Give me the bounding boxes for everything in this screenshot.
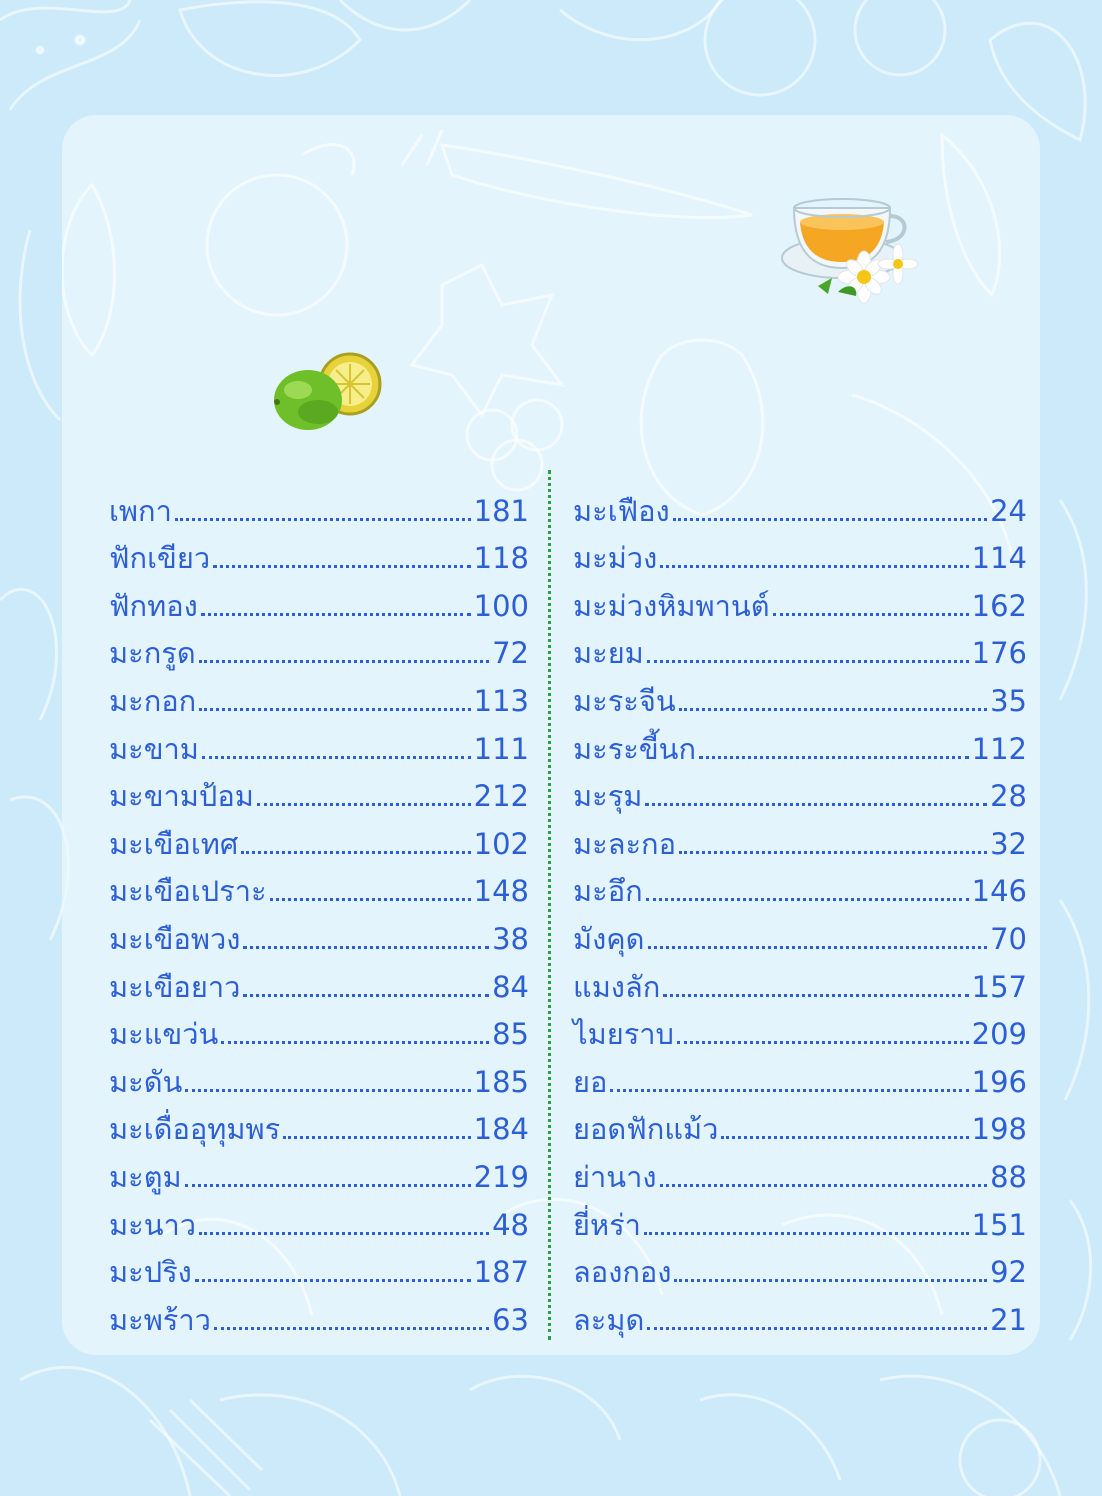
index-entry: [573, 1144, 1027, 1192]
index-term: ยี่หร่า: [573, 1207, 641, 1242]
index-term: มะแขว่น: [109, 1017, 219, 1052]
page-number: 187: [473, 1255, 529, 1290]
page-number: 84: [492, 969, 529, 1004]
page-number: 48: [492, 1207, 529, 1242]
dot-leader: [185, 1183, 471, 1187]
index-entry: [109, 1287, 529, 1335]
page-number: 63: [492, 1302, 529, 1337]
index-entry: [109, 859, 529, 907]
index-term: มะพร้าว: [109, 1302, 211, 1337]
index-entry: [573, 1192, 1027, 1240]
dot-leader: [648, 945, 988, 949]
dot-leader: [660, 1183, 988, 1187]
index-term: มะม่วงหิมพานต์: [573, 588, 770, 623]
page-number: 21: [990, 1302, 1027, 1337]
index-term: ลองกอง: [573, 1255, 672, 1290]
lime-icon: [268, 350, 386, 434]
index-entry: [573, 668, 1027, 716]
page-number: 196: [971, 1064, 1027, 1099]
index-term: มะระขี้นก: [573, 731, 697, 766]
index-entry: [573, 621, 1027, 669]
index-term: มะขามป้อม: [109, 779, 254, 814]
index-entry: [573, 573, 1027, 621]
index-entry: [109, 954, 529, 1002]
index-term: ยอดฟักแม้ว: [573, 1112, 719, 1147]
page-number: 92: [990, 1255, 1027, 1290]
dot-leader: [241, 850, 470, 854]
index-entry: [573, 859, 1027, 907]
dot-leader: [679, 707, 987, 711]
dot-leader: [243, 993, 489, 997]
index-term: ฟักทอง: [109, 588, 198, 623]
dot-leader: [202, 755, 471, 759]
index-entry: [573, 1240, 1027, 1288]
page-number: 148: [473, 874, 529, 909]
page-number: 198: [971, 1112, 1027, 1147]
index-term: มะระจีน: [573, 683, 676, 718]
page-number: 185: [473, 1064, 529, 1099]
index-term: มะเขือเทศ: [109, 826, 239, 861]
index-entry: [573, 764, 1027, 812]
dot-leader: [646, 897, 969, 901]
index-entry: [573, 526, 1027, 574]
page-number: 24: [990, 493, 1027, 528]
page-number: 209: [971, 1017, 1027, 1052]
index-entry: [109, 1144, 529, 1192]
index-entry: [109, 716, 529, 764]
page-number: 88: [990, 1159, 1027, 1194]
index-entry: [573, 478, 1027, 526]
page-number: 100: [473, 588, 529, 623]
index-term: ฟักเขียว: [109, 541, 211, 576]
index-term: มะอึก: [573, 874, 643, 909]
dot-leader: [221, 1040, 489, 1044]
index-entry: [573, 906, 1027, 954]
index-term: มะละกอ: [573, 826, 677, 861]
dot-leader: [647, 1326, 987, 1330]
page-number: 28: [990, 779, 1027, 814]
index-entry: [573, 811, 1027, 859]
index-term: มะนาว: [109, 1207, 197, 1242]
dot-leader: [185, 1088, 470, 1092]
dot-leader: [773, 612, 969, 616]
index-entry: [109, 1192, 529, 1240]
page-number: 184: [473, 1112, 529, 1147]
page-number: 85: [492, 1017, 529, 1052]
dot-leader: [199, 707, 470, 711]
dot-leader: [679, 850, 987, 854]
page-number: 118: [473, 541, 529, 576]
index-term: ย่านาง: [573, 1159, 657, 1194]
dot-leader: [195, 1278, 471, 1282]
page-number: 176: [971, 636, 1027, 671]
index-entry: [573, 716, 1027, 764]
index-column-left: [109, 478, 529, 1335]
index-entry: [109, 621, 529, 669]
index-entry: [109, 1097, 529, 1145]
index-term: มะยม: [573, 636, 644, 671]
page-number: 212: [473, 779, 529, 814]
dot-leader: [645, 802, 987, 806]
page-number: 162: [971, 588, 1027, 623]
dot-leader: [199, 1231, 489, 1235]
dot-leader: [721, 1135, 968, 1139]
page-number: 114: [971, 541, 1027, 576]
page-number: 38: [492, 921, 529, 956]
dot-leader: [257, 802, 471, 806]
index-entry: [109, 1002, 529, 1050]
page-number: 70: [990, 921, 1027, 956]
dot-leader: [677, 1040, 969, 1044]
index-term: มะกรูด: [109, 636, 196, 671]
dot-leader: [647, 659, 969, 663]
dot-leader: [644, 1231, 969, 1235]
dot-leader: [663, 993, 968, 997]
dot-leader: [610, 1088, 968, 1092]
page-number: 32: [990, 826, 1027, 861]
dot-leader: [175, 517, 471, 521]
index-entry: [109, 573, 529, 621]
page-number: 111: [473, 731, 529, 766]
index-term: เพกา: [109, 493, 172, 528]
index-term: ไมยราบ: [573, 1017, 674, 1052]
dot-leader: [243, 945, 489, 949]
dot-leader: [674, 1278, 987, 1282]
index-term: มะปริง: [109, 1255, 192, 1290]
index-entry: [573, 1287, 1027, 1335]
index-term: มะเดื่ออุทุมพร: [109, 1112, 281, 1147]
page-number: 113: [473, 683, 529, 718]
page-number: 72: [492, 636, 529, 671]
index-term: แมงลัก: [573, 969, 661, 1004]
index-entry: [573, 1002, 1027, 1050]
index-entry: [573, 1049, 1027, 1097]
index-term: มะเขือเปราะ: [109, 874, 267, 909]
dot-leader: [213, 564, 471, 568]
index-entry: [109, 668, 529, 716]
page-number: 181: [473, 493, 529, 528]
index-entry: [109, 906, 529, 954]
index-term: มะม่วง: [573, 541, 658, 576]
index-entry: [109, 1049, 529, 1097]
page-number: 102: [473, 826, 529, 861]
index-term: มะขาม: [109, 731, 199, 766]
herbal-tea-icon: [778, 186, 926, 310]
dot-leader: [673, 517, 987, 521]
page-number: 146: [971, 874, 1027, 909]
column-divider: [548, 470, 551, 1340]
index-term: มะรุม: [573, 779, 643, 814]
dot-leader: [201, 612, 471, 616]
dot-leader: [660, 564, 968, 568]
index-term: มะกอก: [109, 683, 197, 718]
dot-leader: [214, 1326, 489, 1330]
index-entry: [109, 811, 529, 859]
index-entry: [573, 954, 1027, 1002]
page-number: 151: [971, 1207, 1027, 1242]
dot-leader: [270, 897, 471, 901]
index-term: มังคุด: [573, 921, 645, 956]
index-entry: [109, 1240, 529, 1288]
page-number: 157: [971, 969, 1027, 1004]
index-term: มะเขือพวง: [109, 921, 241, 956]
index-term: มะเฟือง: [573, 493, 670, 528]
index-term: ละมุด: [573, 1302, 645, 1337]
index-entry: [573, 1097, 1027, 1145]
dot-leader: [699, 755, 969, 759]
index-term: มะเขือยาว: [109, 969, 241, 1004]
dot-leader: [283, 1135, 470, 1139]
index-term: ยอ: [573, 1064, 608, 1099]
index-entry: [109, 478, 529, 526]
index-entry: [109, 764, 529, 812]
index-column-right: [573, 478, 1027, 1335]
page-number: 112: [971, 731, 1027, 766]
page-number: 35: [990, 683, 1027, 718]
index-term: มะตูม: [109, 1159, 182, 1194]
index-entry: [109, 526, 529, 574]
page-number: 219: [473, 1159, 529, 1194]
index-term: มะดัน: [109, 1064, 183, 1099]
dot-leader: [199, 659, 489, 663]
